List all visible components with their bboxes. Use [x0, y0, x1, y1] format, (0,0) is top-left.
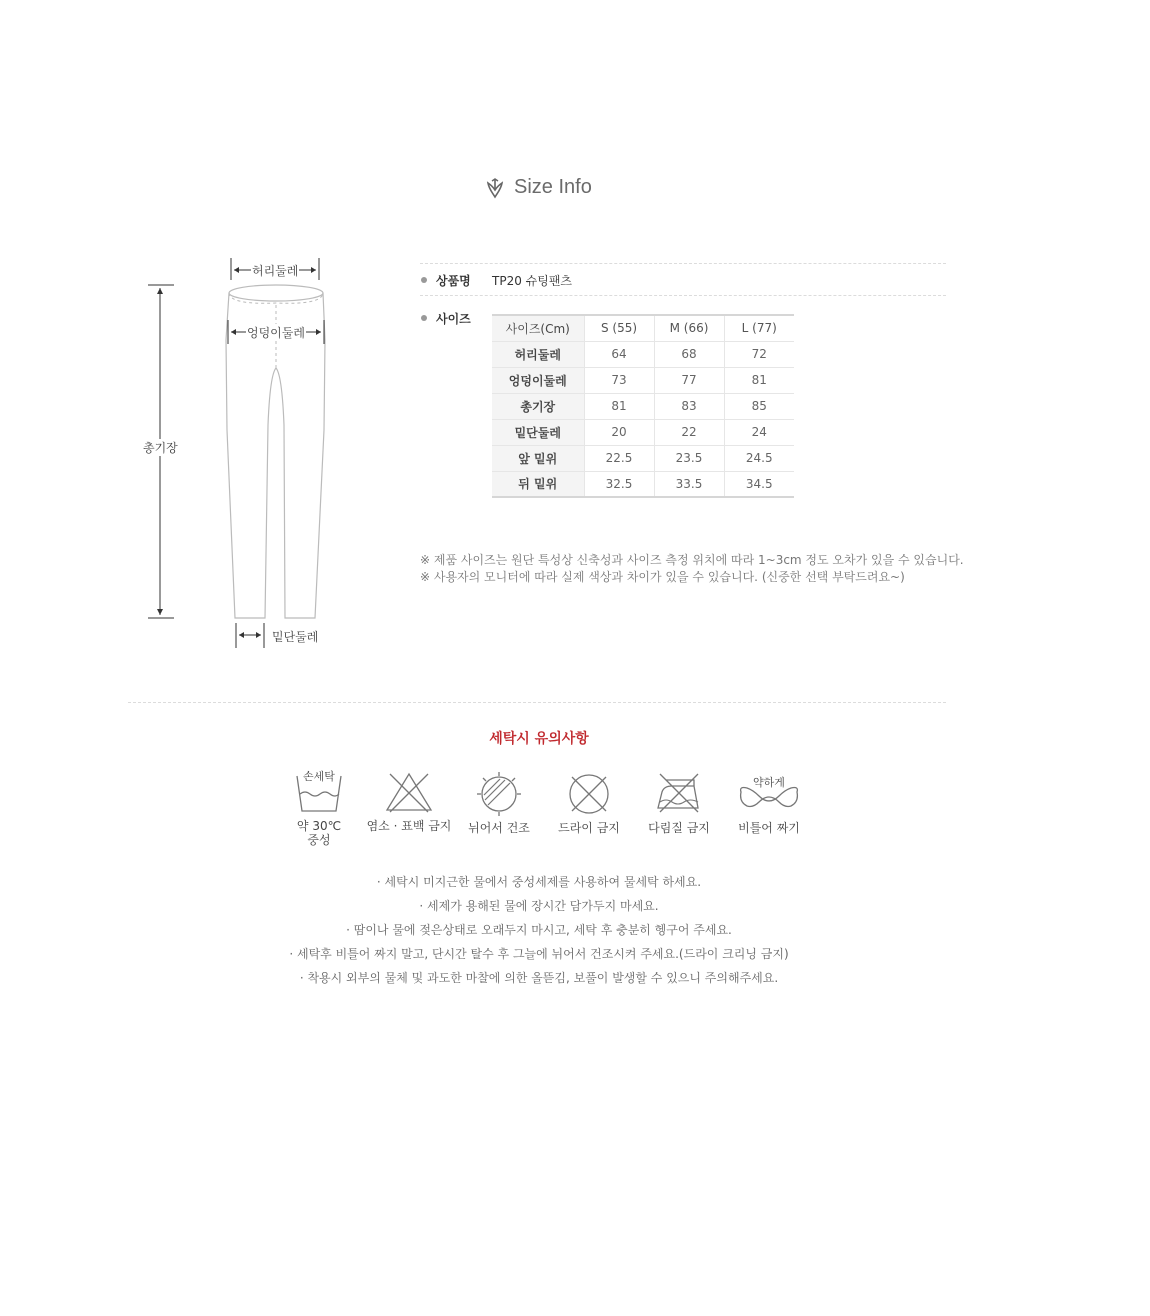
table-cell: 68: [654, 341, 724, 367]
row-header: 밑단둘레: [492, 419, 584, 445]
list-item: · 땀이나 물에 젖은상태로 오래두지 마시고, 세탁 후 충분히 헹구어 주세요.: [346, 923, 732, 937]
table-cell: 81: [584, 393, 654, 419]
section-title: [484, 176, 592, 199]
care-item-no-iron: [634, 770, 724, 834]
hip-label: 엉덩이둘레: [247, 326, 305, 340]
table-header-cell: S (55): [584, 315, 654, 341]
divider: [420, 295, 946, 296]
size-label: 사이즈: [436, 312, 471, 326]
section-divider: [128, 702, 946, 703]
table-cell: 22: [654, 419, 724, 445]
row-header: 뒤 밑위: [492, 471, 584, 497]
table-row: [492, 445, 794, 471]
table-cell: 32.5: [584, 471, 654, 497]
care-label: 약 30℃: [296, 819, 342, 833]
bullet-icon: [421, 277, 427, 283]
care-instructions: [0, 872, 1078, 992]
table-cell: 33.5: [654, 471, 724, 497]
note-text: ※ 사용자의 모니터에 따라 실제 색상과 차이가 있을 수 있습니다. (신중한 선택 부탁드려요~): [420, 570, 905, 584]
row-header: 허리둘레: [492, 341, 584, 367]
care-top-label: 손세탁: [303, 770, 335, 783]
care-item-hand-wash: [274, 770, 364, 846]
page-title: Size Info: [514, 176, 592, 198]
table-cell: 23.5: [654, 445, 724, 471]
care-title: 세탁시 유의사항: [489, 731, 589, 747]
list-item: · 세탁시 미지근한 물에서 중성세제를 사용하여 물세탁 하세요.: [376, 875, 702, 889]
care-label: 다림질 금지: [648, 821, 710, 835]
table-row: [492, 393, 794, 419]
no-iron-icon: [654, 770, 704, 816]
list-item: · 착용시 외부의 물체 및 과도한 마찰에 의한 올뜯김, 보풀이 발생할 수 있으니 주의해주세요.: [299, 971, 779, 985]
table-row: [492, 471, 794, 497]
waist-label: 허리둘레: [252, 264, 299, 278]
care-label: 중성: [307, 833, 331, 847]
size-table: [492, 314, 794, 498]
table-cell: 72: [724, 341, 794, 367]
care-item-gentle-wring: [724, 770, 814, 834]
row-header: 앞 밑위: [492, 445, 584, 471]
no-dry-clean-icon: [564, 770, 614, 816]
table-cell: 81: [724, 367, 794, 393]
table-cell: 77: [654, 367, 724, 393]
care-label: 드라이 금지: [558, 821, 620, 835]
shade-dry-icon: [474, 770, 524, 816]
care-label: 비틀어 짜기: [738, 821, 800, 835]
divider: [420, 263, 946, 264]
care-item-shade-dry: [454, 770, 544, 834]
tulip-logo-icon: [484, 177, 506, 199]
note-text: ※ 제품 사이즈는 원단 특성상 신축성과 사이즈 측정 위치에 따라 1~3cm 정도 오차가 있을 수 있습니다.: [420, 553, 964, 567]
product-name-value: TP20 슈팅팬츠: [492, 274, 573, 288]
table-row: [492, 341, 794, 367]
bullet-icon: [421, 315, 427, 321]
table-cell: 85: [724, 393, 794, 419]
table-header-cell: L (77): [724, 315, 794, 341]
hem-label: 밑단둘레: [272, 630, 319, 644]
care-label: 뉘어서 건조: [468, 821, 530, 835]
table-cell: 64: [584, 341, 654, 367]
care-top-label: 약하게: [753, 776, 785, 789]
table-header-cell: M (66): [654, 315, 724, 341]
table-cell: 73: [584, 367, 654, 393]
no-bleach-icon: [384, 770, 434, 814]
care-item-no-bleach: [364, 770, 454, 832]
list-item: · 세제가 용해된 물에 장시간 담가두지 마세요.: [419, 899, 659, 913]
row-header: 총기장: [492, 393, 584, 419]
care-label: 염소 · 표백 금지: [366, 819, 452, 833]
length-label: 총기장: [143, 441, 178, 455]
table-row: [492, 419, 794, 445]
size-notes: [420, 552, 964, 586]
table-cell: 20: [584, 419, 654, 445]
table-cell: 34.5: [724, 471, 794, 497]
product-name-label: 상품명: [436, 274, 471, 288]
care-item-no-dry-clean: [544, 770, 634, 834]
table-cell: 83: [654, 393, 724, 419]
table-header-cell: 사이즈(Cm): [492, 315, 584, 341]
table-cell: 24.5: [724, 445, 794, 471]
row-header: 엉덩이둘레: [492, 367, 584, 393]
pants-diagram: [130, 250, 350, 660]
list-item: · 세탁후 비틀어 짜지 말고, 단시간 탈수 후 그늘에 뉘어서 건조시켜 주세요.(드라이 크리닝 금지): [289, 947, 789, 961]
table-cell: 24: [724, 419, 794, 445]
table-row: [492, 367, 794, 393]
table-header-row: [492, 315, 794, 341]
table-cell: 22.5: [584, 445, 654, 471]
